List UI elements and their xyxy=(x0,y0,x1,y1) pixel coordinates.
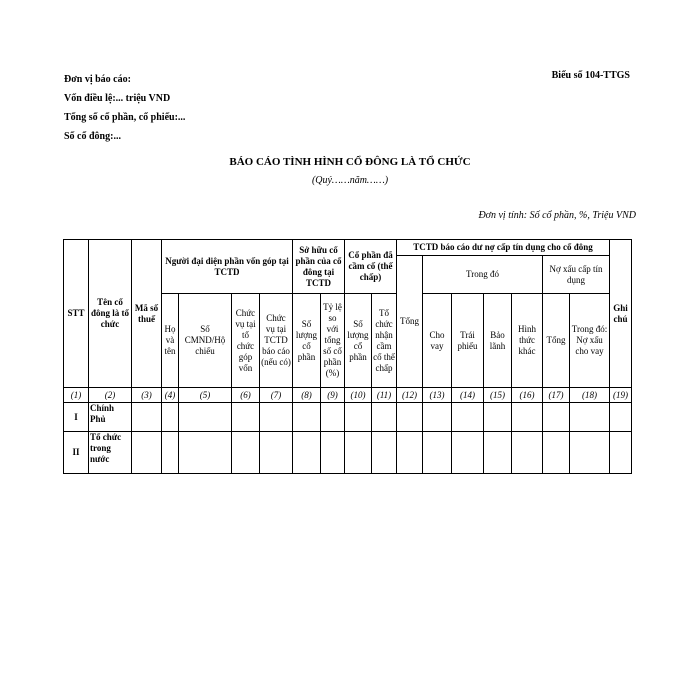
col-number: (7) xyxy=(260,388,293,403)
empty-cell xyxy=(372,432,397,474)
col-number: (6) xyxy=(232,388,260,403)
col-stt-header: STT xyxy=(64,240,89,388)
column-number-row xyxy=(64,388,632,403)
col-number: (1) xyxy=(64,388,89,403)
credit-group-header: TCTD báo cáo dư nợ cấp tín dụng cho cổ đông xyxy=(397,240,610,256)
empty-cell xyxy=(512,403,543,432)
empty-cell xyxy=(397,432,423,474)
shareholder-count: Số cổ đông:... xyxy=(64,131,121,142)
empty-cell xyxy=(321,432,345,474)
col-number: (17) xyxy=(543,388,570,403)
col-name-header: Tên cổ đông là tổ chức xyxy=(89,240,132,388)
shareholder-table xyxy=(63,239,632,474)
col-pledge-qty-header: Số lượng cổ phần xyxy=(345,294,372,388)
empty-cell xyxy=(132,432,162,474)
col-rep-id-header: Số CMND/Hộ chiếu xyxy=(179,294,232,388)
row-stt: I xyxy=(64,403,89,432)
empty-cell xyxy=(397,403,423,432)
empty-cell xyxy=(543,432,570,474)
col-number: (15) xyxy=(484,388,512,403)
empty-cell xyxy=(345,403,372,432)
empty-cell xyxy=(132,403,162,432)
empty-cell xyxy=(423,432,452,474)
report-title: BÁO CÁO TÌNH HÌNH CỔ ĐÔNG LÀ TỔ CHỨC xyxy=(229,156,471,168)
empty-cell xyxy=(321,403,345,432)
col-own-qty-header: Số lượng cổ phần xyxy=(293,294,321,388)
col-number: (12) xyxy=(397,388,423,403)
empty-cell xyxy=(452,403,484,432)
pledge-group-header: Cổ phần đã cầm cố (thế chấp) xyxy=(345,240,397,294)
col-own-ratio-header: Tỷ lệ so với tổng số cổ phần (%) xyxy=(321,294,345,388)
col-number: (11) xyxy=(372,388,397,403)
col-guarantee-header: Bảo lãnh xyxy=(484,294,512,388)
col-number: (14) xyxy=(452,388,484,403)
empty-cell xyxy=(512,432,543,474)
table-row xyxy=(64,403,632,432)
col-other-header: Hình thức khác xyxy=(512,294,543,388)
form-code: Biểu số 104-TTGS xyxy=(551,70,630,81)
empty-cell xyxy=(232,432,260,474)
empty-cell xyxy=(452,432,484,474)
empty-cell xyxy=(484,403,512,432)
empty-cell xyxy=(484,432,512,474)
empty-cell xyxy=(293,403,321,432)
trong-do-header: Trong đó xyxy=(423,256,543,294)
row-stt: II xyxy=(64,432,89,474)
empty-cell xyxy=(570,403,610,432)
col-pledge-org-header: Tổ chức nhận cầm cố thế chấp xyxy=(372,294,397,388)
reporting-unit: Đơn vị báo cáo: xyxy=(64,74,131,85)
unit-note: Đơn vị tính: Số cổ phần, %, Triệu VND xyxy=(478,210,636,221)
col-bond-header: Trái phiếu xyxy=(452,294,484,388)
empty-cell xyxy=(162,403,179,432)
col-number: (5) xyxy=(179,388,232,403)
col-bad-loan-header: Trong đó: Nợ xấu cho vay xyxy=(570,294,610,388)
col-number: (16) xyxy=(512,388,543,403)
col-number: (9) xyxy=(321,388,345,403)
ownership-group-header: Sở hữu cổ phần của cổ đông tại TCTD xyxy=(293,240,345,294)
charter-capital: Vốn điều lệ:... triệu VND xyxy=(64,93,171,104)
empty-cell xyxy=(179,403,232,432)
col-number: (4) xyxy=(162,388,179,403)
table-header-row-1 xyxy=(64,240,632,256)
col-loan-header: Cho vay xyxy=(423,294,452,388)
col-rep-pos-bank-header: Chức vụ tại TCTD báo cáo (nếu có) xyxy=(260,294,293,388)
total-shares: Tổng số cổ phần, cổ phiếu:... xyxy=(64,112,186,123)
col-number: (8) xyxy=(293,388,321,403)
col-rep-name-header: Họ và tên xyxy=(162,294,179,388)
col-number: (2) xyxy=(89,388,132,403)
empty-cell xyxy=(179,432,232,474)
col-rep-pos-contrib-header: Chức vụ tại tổ chức góp vốn xyxy=(232,294,260,388)
bad-debt-header: Nợ xấu cấp tín dụng xyxy=(543,256,610,294)
empty-cell xyxy=(260,432,293,474)
col-number: (18) xyxy=(570,388,610,403)
empty-cell xyxy=(232,403,260,432)
report-header-info xyxy=(64,70,185,146)
col-credit-total-header: Tổng xyxy=(397,256,423,388)
col-tax-header: Mã số thuế xyxy=(132,240,162,388)
empty-cell xyxy=(345,432,372,474)
rep-group-header: Người đại diện phần vốn góp tại TCTD xyxy=(162,240,293,294)
empty-cell xyxy=(260,403,293,432)
col-note-header: Ghi chú xyxy=(610,240,632,388)
col-number: (3) xyxy=(132,388,162,403)
empty-cell xyxy=(293,432,321,474)
empty-cell xyxy=(423,403,452,432)
empty-cell xyxy=(610,403,632,432)
empty-cell xyxy=(570,432,610,474)
col-bad-total-header: Tổng xyxy=(543,294,570,388)
table-row xyxy=(64,432,632,474)
col-number: (10) xyxy=(345,388,372,403)
empty-cell xyxy=(372,403,397,432)
col-number: (13) xyxy=(423,388,452,403)
col-number: (19) xyxy=(610,388,632,403)
report-period: (Quý……năm……) xyxy=(311,175,389,186)
empty-cell xyxy=(543,403,570,432)
row-name: Chính Phủ xyxy=(89,403,132,432)
empty-cell xyxy=(610,432,632,474)
row-name: Tổ chức trong nước xyxy=(89,432,132,474)
empty-cell xyxy=(162,432,179,474)
